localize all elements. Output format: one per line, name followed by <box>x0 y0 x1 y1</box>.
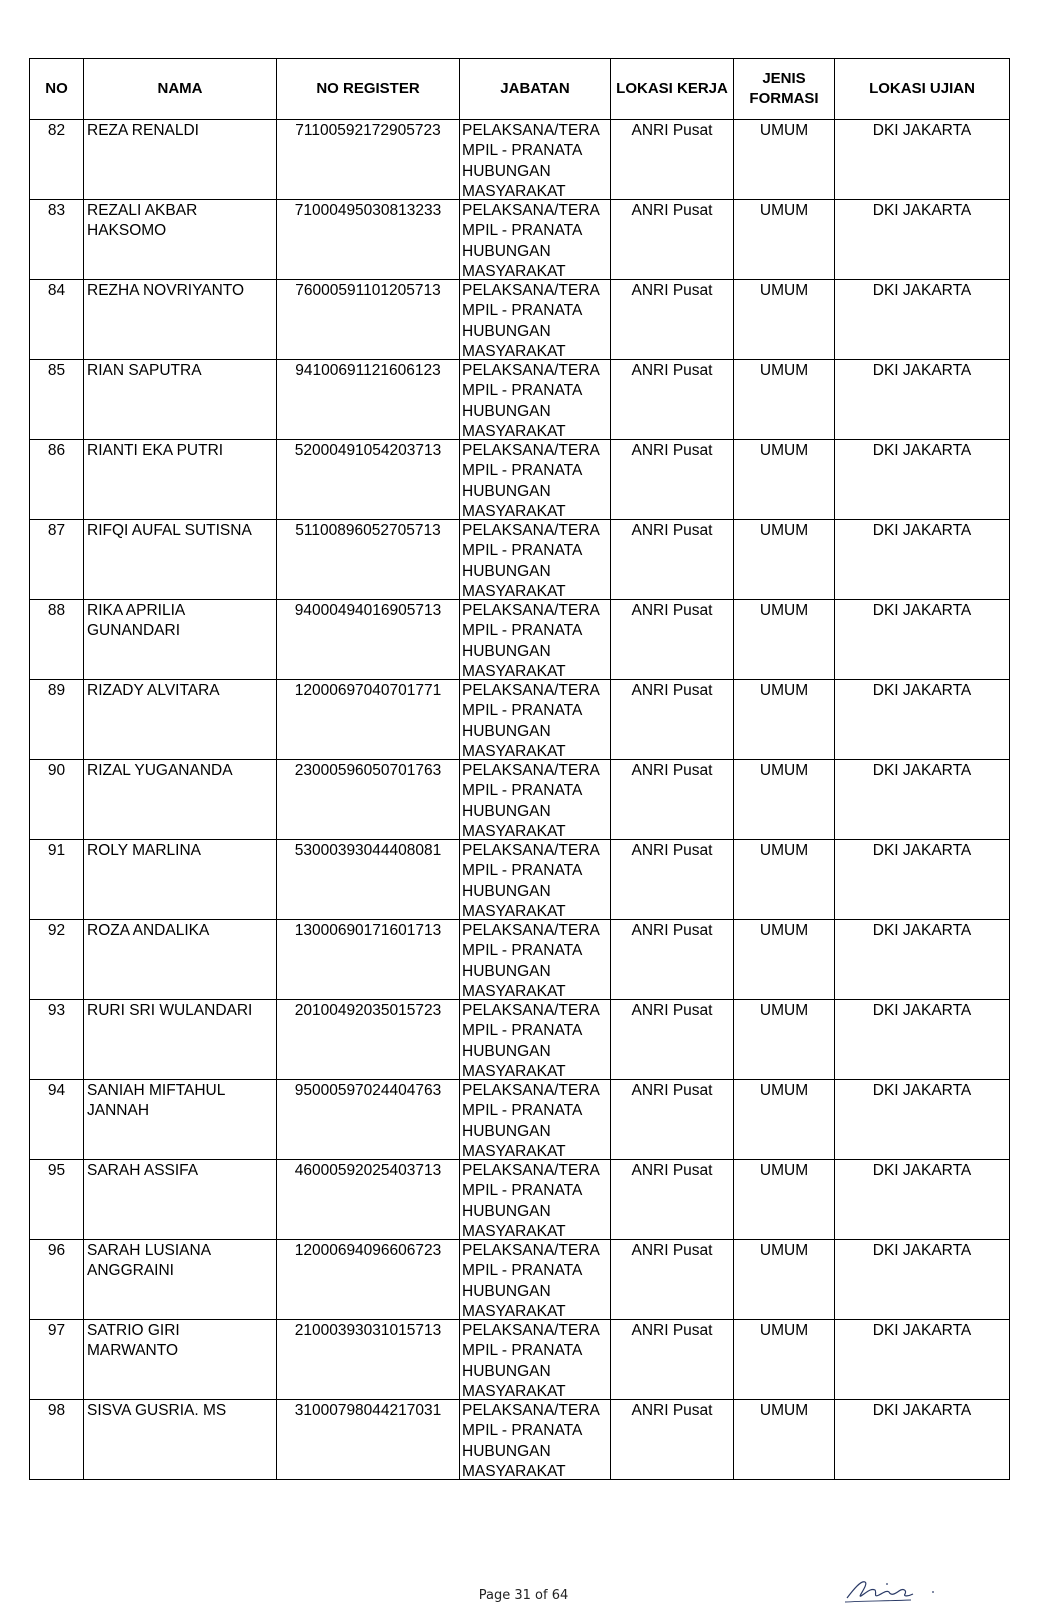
position-title-cell <box>460 280 611 360</box>
row-number-cell <box>30 280 84 360</box>
table-row <box>30 120 1010 200</box>
position-title: PELAKSANA/TERA MPIL - PRANATA HUBUNGAN MASYARAKAT <box>462 442 600 519</box>
participant-name: RURI SRI WULANDARI <box>87 1002 253 1019</box>
register-number-cell <box>277 680 460 760</box>
formation-type: UMUM <box>759 522 809 539</box>
participant-name-cell <box>84 600 277 680</box>
signature-icon <box>843 1568 953 1608</box>
row-number: 95 <box>47 1162 66 1179</box>
table-row <box>30 200 1010 280</box>
exam-location-cell <box>835 1320 1010 1400</box>
header-lokasi-ujian: LOKASI UJIAN <box>835 59 1010 120</box>
table-row <box>30 680 1010 760</box>
register-number-cell <box>277 120 460 200</box>
position-title: PELAKSANA/TERA MPIL - PRANATA HUBUNGAN MASYARAKAT <box>462 202 600 279</box>
table-row <box>30 440 1010 520</box>
register-number-cell <box>277 520 460 600</box>
formation-type-cell <box>734 120 835 200</box>
formation-type-cell <box>734 760 835 840</box>
participant-name: SARAH LUSIANA ANGGRAINI <box>87 1242 212 1280</box>
register-number: 46000592025403713 <box>294 1162 442 1179</box>
participant-name-cell <box>84 920 277 1000</box>
formation-type: UMUM <box>759 202 809 219</box>
work-location: ANRI Pusat <box>631 1162 713 1179</box>
register-number: 51100896052705713 <box>295 522 441 539</box>
register-number-cell <box>277 1240 460 1320</box>
exam-location-cell <box>835 440 1010 520</box>
work-location: ANRI Pusat <box>631 1402 713 1419</box>
exam-location-cell <box>835 680 1010 760</box>
register-number: 12000694096606723 <box>294 1242 442 1259</box>
row-number: 92 <box>47 922 66 939</box>
row-number-cell <box>30 360 84 440</box>
table-header-row <box>30 59 1010 120</box>
participant-name-cell <box>84 440 277 520</box>
position-title: PELAKSANA/TERA MPIL - PRANATA HUBUNGAN MASYARAKAT <box>462 922 600 999</box>
row-number: 85 <box>47 362 66 379</box>
participant-name-cell <box>84 1080 277 1160</box>
row-number-cell <box>30 1160 84 1240</box>
formation-type-cell <box>734 1240 835 1320</box>
exam-location: DKI JAKARTA <box>872 922 972 939</box>
register-number: 94000494016905713 <box>294 602 442 619</box>
formation-type-cell <box>734 840 835 920</box>
formation-type: UMUM <box>759 842 809 859</box>
row-number: 88 <box>47 602 66 619</box>
position-title-cell <box>460 1240 611 1320</box>
row-number: 90 <box>47 762 66 779</box>
row-number: 87 <box>47 522 66 539</box>
exam-location: DKI JAKARTA <box>872 1162 972 1179</box>
participant-name: RIFQI AUFAL SUTISNA <box>87 522 252 539</box>
register-number: 23000596050701763 <box>294 762 442 779</box>
exam-location-cell <box>835 280 1010 360</box>
position-title: PELAKSANA/TERA MPIL - PRANATA HUBUNGAN MASYARAKAT <box>462 362 600 439</box>
exam-location: DKI JAKARTA <box>872 1322 972 1339</box>
row-number: 86 <box>47 442 66 459</box>
formation-type-cell <box>734 200 835 280</box>
register-number: 71000495030813233 <box>294 202 442 219</box>
formation-type: UMUM <box>759 682 809 699</box>
participant-name: SATRIO GIRI MARWANTO <box>87 1322 180 1360</box>
exam-location: DKI JAKARTA <box>872 442 972 459</box>
exam-location: DKI JAKARTA <box>872 202 972 219</box>
exam-location-cell <box>835 840 1010 920</box>
formation-type: UMUM <box>759 1002 809 1019</box>
participant-table <box>29 58 1010 1480</box>
row-number: 91 <box>47 842 66 859</box>
exam-location-cell <box>835 600 1010 680</box>
exam-location: DKI JAKARTA <box>872 522 972 539</box>
position-title: PELAKSANA/TERA MPIL - PRANATA HUBUNGAN MASYARAKAT <box>462 762 600 839</box>
row-number-cell <box>30 1000 84 1080</box>
position-title: PELAKSANA/TERA MPIL - PRANATA HUBUNGAN MASYARAKAT <box>462 682 600 759</box>
position-title: PELAKSANA/TERA MPIL - PRANATA HUBUNGAN MASYARAKAT <box>462 1082 600 1159</box>
formation-type: UMUM <box>759 1402 809 1419</box>
register-number: 52000491054203713 <box>294 442 442 459</box>
exam-location: DKI JAKARTA <box>872 1242 972 1259</box>
work-location: ANRI Pusat <box>631 202 713 219</box>
work-location-cell <box>611 440 734 520</box>
exam-location: DKI JAKARTA <box>872 282 972 299</box>
formation-type-cell <box>734 920 835 1000</box>
register-number-cell <box>277 1400 460 1480</box>
row-number-cell <box>30 520 84 600</box>
position-title-cell <box>460 1080 611 1160</box>
formation-type-cell <box>734 1400 835 1480</box>
position-title-cell <box>460 680 611 760</box>
exam-location-cell <box>835 920 1010 1000</box>
exam-location-cell <box>835 120 1010 200</box>
work-location-cell <box>611 1240 734 1320</box>
exam-location-cell <box>835 200 1010 280</box>
participant-name-cell <box>84 760 277 840</box>
register-number: 71100592172905723 <box>295 122 441 139</box>
exam-location: DKI JAKARTA <box>872 602 972 619</box>
position-title-cell <box>460 1320 611 1400</box>
exam-location: DKI JAKARTA <box>872 122 972 139</box>
position-title: PELAKSANA/TERA MPIL - PRANATA HUBUNGAN MASYARAKAT <box>462 842 600 919</box>
position-title-cell <box>460 1400 611 1480</box>
participant-name-cell <box>84 1240 277 1320</box>
position-title-cell <box>460 760 611 840</box>
row-number-cell <box>30 760 84 840</box>
row-number: 89 <box>47 682 66 699</box>
table-row <box>30 1400 1010 1480</box>
position-title: PELAKSANA/TERA MPIL - PRANATA HUBUNGAN MASYARAKAT <box>462 122 600 199</box>
participant-name-cell <box>84 1160 277 1240</box>
row-number-cell <box>30 920 84 1000</box>
register-number: 13000690171601713 <box>294 922 442 939</box>
formation-type-cell <box>734 680 835 760</box>
register-number: 95000597024404763 <box>294 1082 442 1099</box>
formation-type: UMUM <box>759 1242 809 1259</box>
work-location: ANRI Pusat <box>631 1002 713 1019</box>
position-title: PELAKSANA/TERA MPIL - PRANATA HUBUNGAN MASYARAKAT <box>462 522 600 599</box>
register-number-cell <box>277 1320 460 1400</box>
work-location: ANRI Pusat <box>631 1242 713 1259</box>
table-row <box>30 1080 1010 1160</box>
work-location-cell <box>611 520 734 600</box>
row-number: 97 <box>47 1322 66 1339</box>
position-title-cell <box>460 920 611 1000</box>
register-number-cell <box>277 1000 460 1080</box>
formation-type: UMUM <box>759 1162 809 1179</box>
exam-location-cell <box>835 1080 1010 1160</box>
work-location-cell <box>611 360 734 440</box>
table-row <box>30 520 1010 600</box>
table-row <box>30 1240 1010 1320</box>
work-location: ANRI Pusat <box>631 1322 713 1339</box>
formation-type-cell <box>734 440 835 520</box>
participant-name: RIZADY ALVITARA <box>87 682 220 699</box>
register-number-cell <box>277 1160 460 1240</box>
work-location: ANRI Pusat <box>631 362 713 379</box>
exam-location: DKI JAKARTA <box>872 1402 972 1419</box>
work-location-cell <box>611 760 734 840</box>
row-number: 98 <box>47 1402 66 1419</box>
participant-name: SARAH ASSIFA <box>87 1162 199 1179</box>
formation-type: UMUM <box>759 282 809 299</box>
header-no: NO <box>30 59 84 120</box>
work-location: ANRI Pusat <box>631 122 713 139</box>
table-row <box>30 600 1010 680</box>
register-number-cell <box>277 360 460 440</box>
position-title-cell <box>460 840 611 920</box>
participant-name: REZALI AKBAR HAKSOMO <box>87 202 198 240</box>
participant-name-cell <box>84 360 277 440</box>
row-number-cell <box>30 680 84 760</box>
participant-name-cell <box>84 840 277 920</box>
participant-name: RIKA APRILIA GUNANDARI <box>87 602 186 640</box>
work-location: ANRI Pusat <box>631 442 713 459</box>
register-number: 12000697040701771 <box>294 682 442 699</box>
row-number-cell <box>30 440 84 520</box>
formation-type: UMUM <box>759 122 809 139</box>
participant-name-cell <box>84 1000 277 1080</box>
table-row <box>30 1000 1010 1080</box>
formation-type-cell <box>734 1000 835 1080</box>
page-number: Page 31 of 64 <box>478 1588 569 1603</box>
work-location-cell <box>611 120 734 200</box>
position-title: PELAKSANA/TERA MPIL - PRANATA HUBUNGAN MASYARAKAT <box>462 1242 600 1319</box>
header-register: NO REGISTER <box>277 59 460 120</box>
participant-name: REZA RENALDI <box>87 122 199 139</box>
table-row <box>30 280 1010 360</box>
formation-type-cell <box>734 600 835 680</box>
formation-type: UMUM <box>759 442 809 459</box>
position-title-cell <box>460 1000 611 1080</box>
register-number: 94100691121606123 <box>295 362 441 379</box>
exam-location-cell <box>835 520 1010 600</box>
participant-name-cell <box>84 520 277 600</box>
register-number-cell <box>277 920 460 1000</box>
participant-name: SISVA GUSRIA. MS <box>87 1402 227 1419</box>
work-location-cell <box>611 280 734 360</box>
work-location-cell <box>611 600 734 680</box>
participant-name: RIANTI EKA PUTRI <box>87 442 224 459</box>
work-location-cell <box>611 1000 734 1080</box>
register-number: 76000591101205713 <box>295 282 441 299</box>
table-row <box>30 920 1010 1000</box>
exam-location-cell <box>835 1400 1010 1480</box>
table-row <box>30 1160 1010 1240</box>
work-location: ANRI Pusat <box>631 282 713 299</box>
formation-type-cell <box>734 1320 835 1400</box>
work-location-cell <box>611 1320 734 1400</box>
work-location: ANRI Pusat <box>631 602 713 619</box>
work-location: ANRI Pusat <box>631 922 713 939</box>
formation-type-cell <box>734 280 835 360</box>
position-title: PELAKSANA/TERA MPIL - PRANATA HUBUNGAN MASYARAKAT <box>462 1162 600 1239</box>
row-number: 94 <box>47 1082 66 1099</box>
position-title-cell <box>460 520 611 600</box>
register-number-cell <box>277 760 460 840</box>
position-title-cell <box>460 360 611 440</box>
exam-location: DKI JAKARTA <box>872 362 972 379</box>
register-number-cell <box>277 600 460 680</box>
register-number: 20100492035015723 <box>294 1002 442 1019</box>
participant-name: REZHA NOVRIYANTO <box>87 282 245 299</box>
participant-name-cell <box>84 680 277 760</box>
exam-location-cell <box>835 760 1010 840</box>
row-number-cell <box>30 200 84 280</box>
position-title: PELAKSANA/TERA MPIL - PRANATA HUBUNGAN MASYARAKAT <box>462 282 600 359</box>
header-jenis-formasi: JENIS FORMASI <box>734 59 835 120</box>
position-title: PELAKSANA/TERA MPIL - PRANATA HUBUNGAN MASYARAKAT <box>462 1002 600 1079</box>
formation-type: UMUM <box>759 922 809 939</box>
register-number-cell <box>277 440 460 520</box>
work-location-cell <box>611 200 734 280</box>
participant-name: SANIAH MIFTAHUL JANNAH <box>87 1082 226 1120</box>
exam-location: DKI JAKARTA <box>872 762 972 779</box>
position-title: PELAKSANA/TERA MPIL - PRANATA HUBUNGAN MASYARAKAT <box>462 1322 600 1399</box>
work-location: ANRI Pusat <box>631 522 713 539</box>
participant-name: RIAN SAPUTRA <box>87 362 202 379</box>
row-number: 82 <box>47 122 66 139</box>
exam-location-cell <box>835 1240 1010 1320</box>
register-number-cell <box>277 840 460 920</box>
formation-type: UMUM <box>759 762 809 779</box>
exam-location-cell <box>835 1160 1010 1240</box>
exam-location-cell <box>835 360 1010 440</box>
register-number: 21000393031015713 <box>294 1322 442 1339</box>
position-title-cell <box>460 120 611 200</box>
work-location: ANRI Pusat <box>631 682 713 699</box>
work-location-cell <box>611 1080 734 1160</box>
participant-name-cell <box>84 200 277 280</box>
participant-name-cell <box>84 1400 277 1480</box>
row-number-cell <box>30 1320 84 1400</box>
formation-type: UMUM <box>759 602 809 619</box>
position-title-cell <box>460 440 611 520</box>
table-body <box>30 120 1010 1480</box>
work-location-cell <box>611 680 734 760</box>
row-number: 96 <box>47 1242 66 1259</box>
work-location-cell <box>611 840 734 920</box>
participant-name: RIZAL YUGANANDA <box>87 762 233 779</box>
row-number-cell <box>30 600 84 680</box>
row-number-cell <box>30 840 84 920</box>
table-row <box>30 360 1010 440</box>
position-title-cell <box>460 200 611 280</box>
exam-location: DKI JAKARTA <box>872 1082 972 1099</box>
register-number-cell <box>277 280 460 360</box>
table-row <box>30 1320 1010 1400</box>
register-number: 53000393044408081 <box>294 842 442 859</box>
work-location-cell <box>611 1160 734 1240</box>
table-row <box>30 840 1010 920</box>
work-location: ANRI Pusat <box>631 762 713 779</box>
participant-name-cell <box>84 120 277 200</box>
position-title-cell <box>460 1160 611 1240</box>
row-number-cell <box>30 1080 84 1160</box>
work-location: ANRI Pusat <box>631 1082 713 1099</box>
exam-location: DKI JAKARTA <box>872 682 972 699</box>
work-location-cell <box>611 920 734 1000</box>
row-number-cell <box>30 1240 84 1320</box>
header-jabatan: JABATAN <box>460 59 611 120</box>
formation-type: UMUM <box>759 1082 809 1099</box>
work-location-cell <box>611 1400 734 1480</box>
header-nama: NAMA <box>84 59 277 120</box>
work-location: ANRI Pusat <box>631 842 713 859</box>
formation-type: UMUM <box>759 1322 809 1339</box>
table-row <box>30 760 1010 840</box>
participant-name: ROZA ANDALIKA <box>87 922 210 939</box>
position-title: PELAKSANA/TERA MPIL - PRANATA HUBUNGAN MASYARAKAT <box>462 1402 600 1479</box>
header-lokasi-kerja: LOKASI KERJA <box>611 59 734 120</box>
formation-type-cell <box>734 1080 835 1160</box>
formation-type: UMUM <box>759 362 809 379</box>
row-number: 83 <box>47 202 66 219</box>
position-title: PELAKSANA/TERA MPIL - PRANATA HUBUNGAN MASYARAKAT <box>462 602 600 679</box>
formation-type-cell <box>734 520 835 600</box>
row-number-cell <box>30 1400 84 1480</box>
row-number: 93 <box>47 1002 66 1019</box>
participant-name: ROLY MARLINA <box>87 842 201 859</box>
formation-type-cell <box>734 360 835 440</box>
exam-location-cell <box>835 1000 1010 1080</box>
exam-location: DKI JAKARTA <box>872 1002 972 1019</box>
position-title-cell <box>460 600 611 680</box>
row-number-cell <box>30 120 84 200</box>
register-number-cell <box>277 200 460 280</box>
formation-type-cell <box>734 1160 835 1240</box>
register-number: 31000798044217031 <box>294 1402 442 1419</box>
exam-location: DKI JAKARTA <box>872 842 972 859</box>
row-number: 84 <box>47 282 66 299</box>
register-number-cell <box>277 1080 460 1160</box>
participant-name-cell <box>84 280 277 360</box>
participant-name-cell <box>84 1320 277 1400</box>
